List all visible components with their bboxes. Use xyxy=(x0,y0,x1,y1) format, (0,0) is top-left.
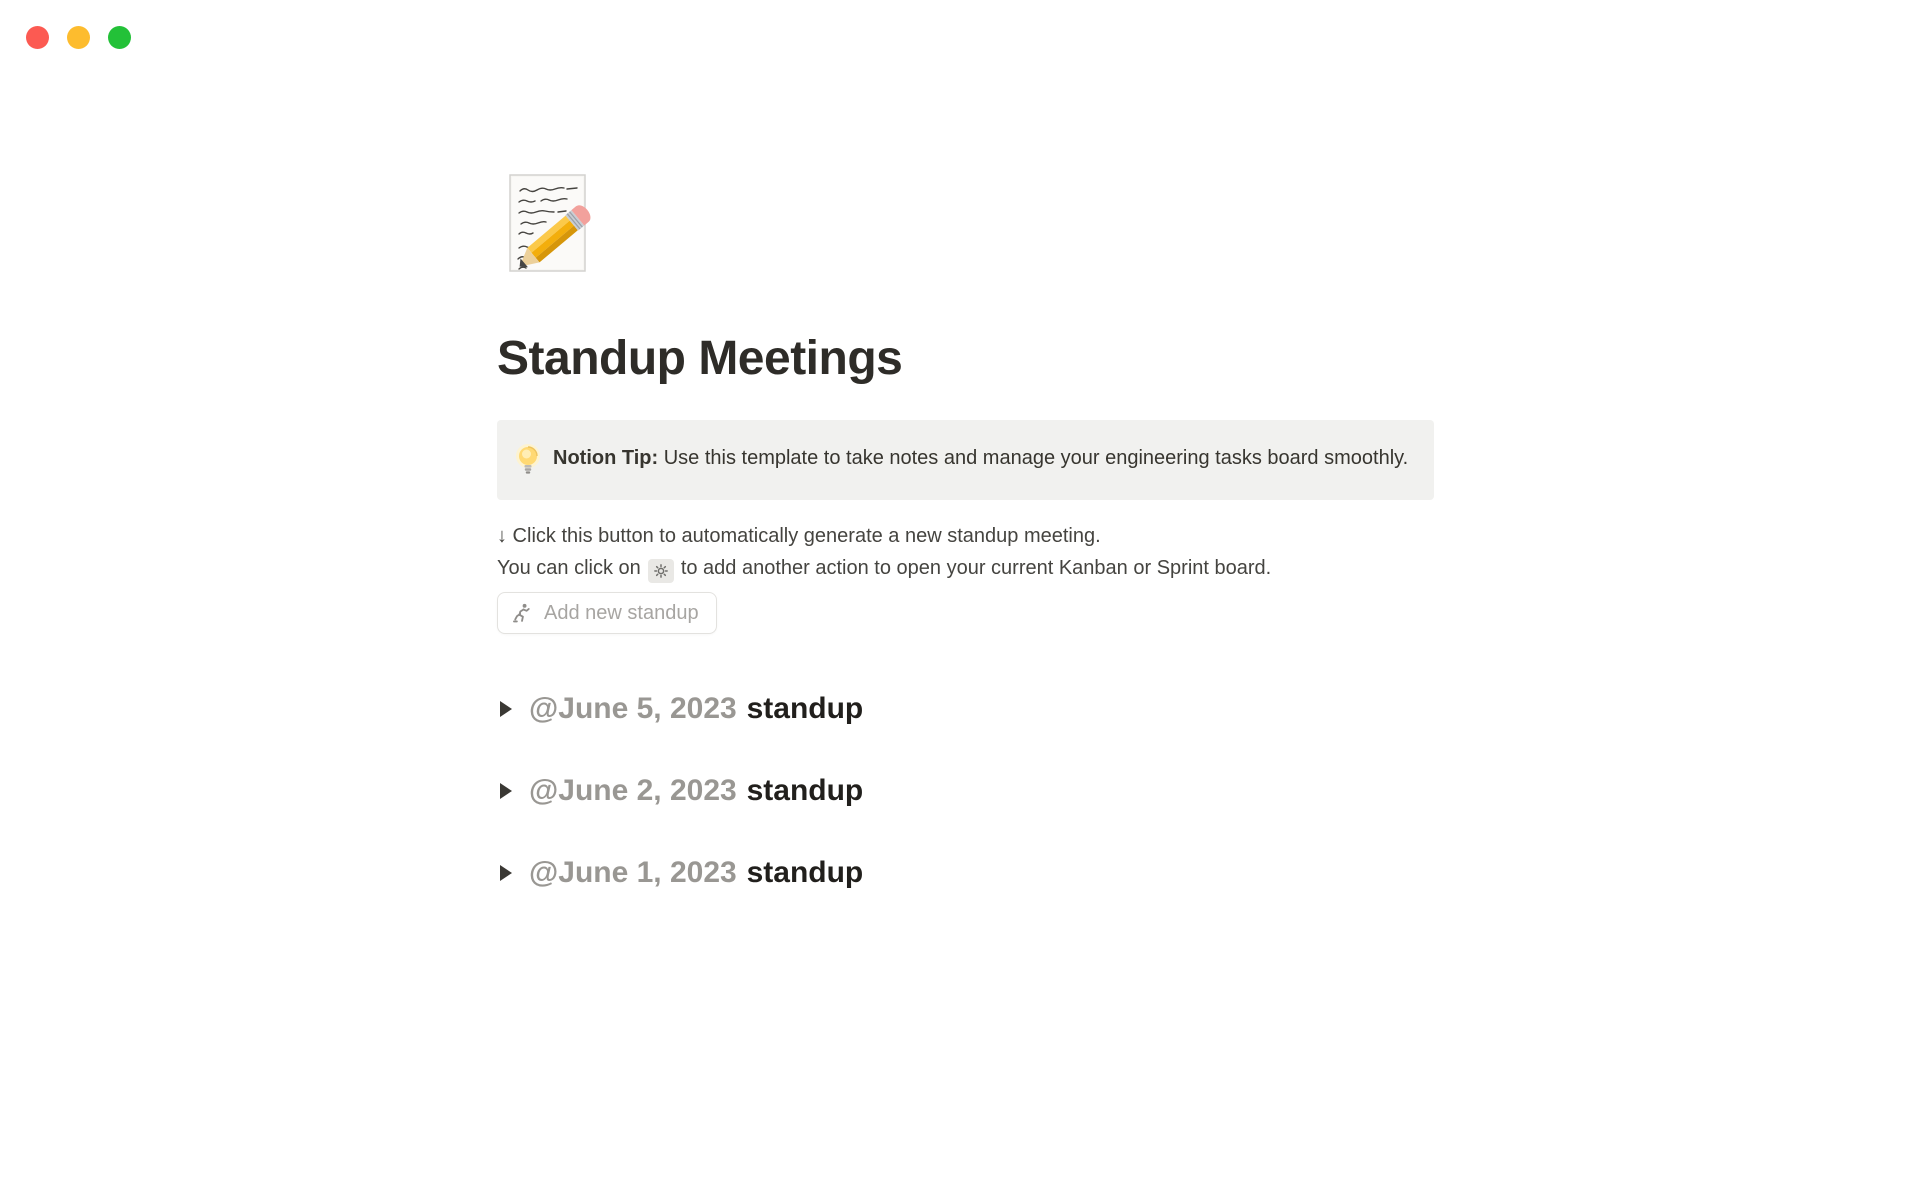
lightbulb-emoji xyxy=(515,444,541,478)
callout-text xyxy=(553,442,1408,474)
toggle-label xyxy=(529,692,863,726)
instruction-line-2-suffix: to add another action to open your current Kanban or Sprint board. xyxy=(680,557,1272,580)
date-mention[interactable]: @June 2, 2023 xyxy=(529,774,737,808)
window-traffic-lights xyxy=(26,26,131,49)
standup-toggle-list xyxy=(497,687,1434,895)
toggle-label xyxy=(529,856,863,890)
date-mention[interactable]: @June 1, 2023 xyxy=(529,856,737,890)
add-new-standup-label: Add new standup xyxy=(544,601,699,624)
notion-page xyxy=(497,0,1434,933)
toggle-title-text: standup xyxy=(746,692,864,726)
gear-chip xyxy=(648,559,674,583)
instruction-line-2-prefix: You can click on xyxy=(497,557,641,580)
page-icon-memo-emoji[interactable] xyxy=(497,170,597,276)
memo-emoji xyxy=(497,170,597,276)
toggle-triangle-icon[interactable] xyxy=(500,865,512,881)
toggle-row-june-5[interactable] xyxy=(497,687,1434,731)
running-person-icon xyxy=(511,602,533,624)
page-title[interactable]: Standup Meetings xyxy=(497,332,903,385)
window-close-button[interactable] xyxy=(26,26,49,49)
notion-tip-callout xyxy=(497,420,1434,500)
toggle-row-june-1[interactable] xyxy=(497,851,1434,895)
date-mention[interactable]: @June 5, 2023 xyxy=(529,692,737,726)
callout-body: Use this template to take notes and manage your engineering tasks board smoothly. xyxy=(658,447,1409,470)
toggle-title-text: standup xyxy=(746,856,864,890)
toggle-label xyxy=(529,774,863,808)
gear-icon xyxy=(654,564,668,578)
instruction-line-1: ↓ Click this button to automatically generate a new standup meeting. xyxy=(497,525,1101,548)
callout-bold-label: Notion Tip: xyxy=(553,447,659,470)
toggle-triangle-icon[interactable] xyxy=(500,701,512,717)
toggle-triangle-icon[interactable] xyxy=(500,783,512,799)
window-zoom-button[interactable] xyxy=(108,26,131,49)
window-minimize-button[interactable] xyxy=(67,26,90,49)
add-new-standup-button[interactable] xyxy=(497,592,717,634)
instruction-line-2 xyxy=(497,552,1434,584)
toggle-row-june-2[interactable] xyxy=(497,769,1434,813)
toggle-title-text: standup xyxy=(746,774,864,808)
